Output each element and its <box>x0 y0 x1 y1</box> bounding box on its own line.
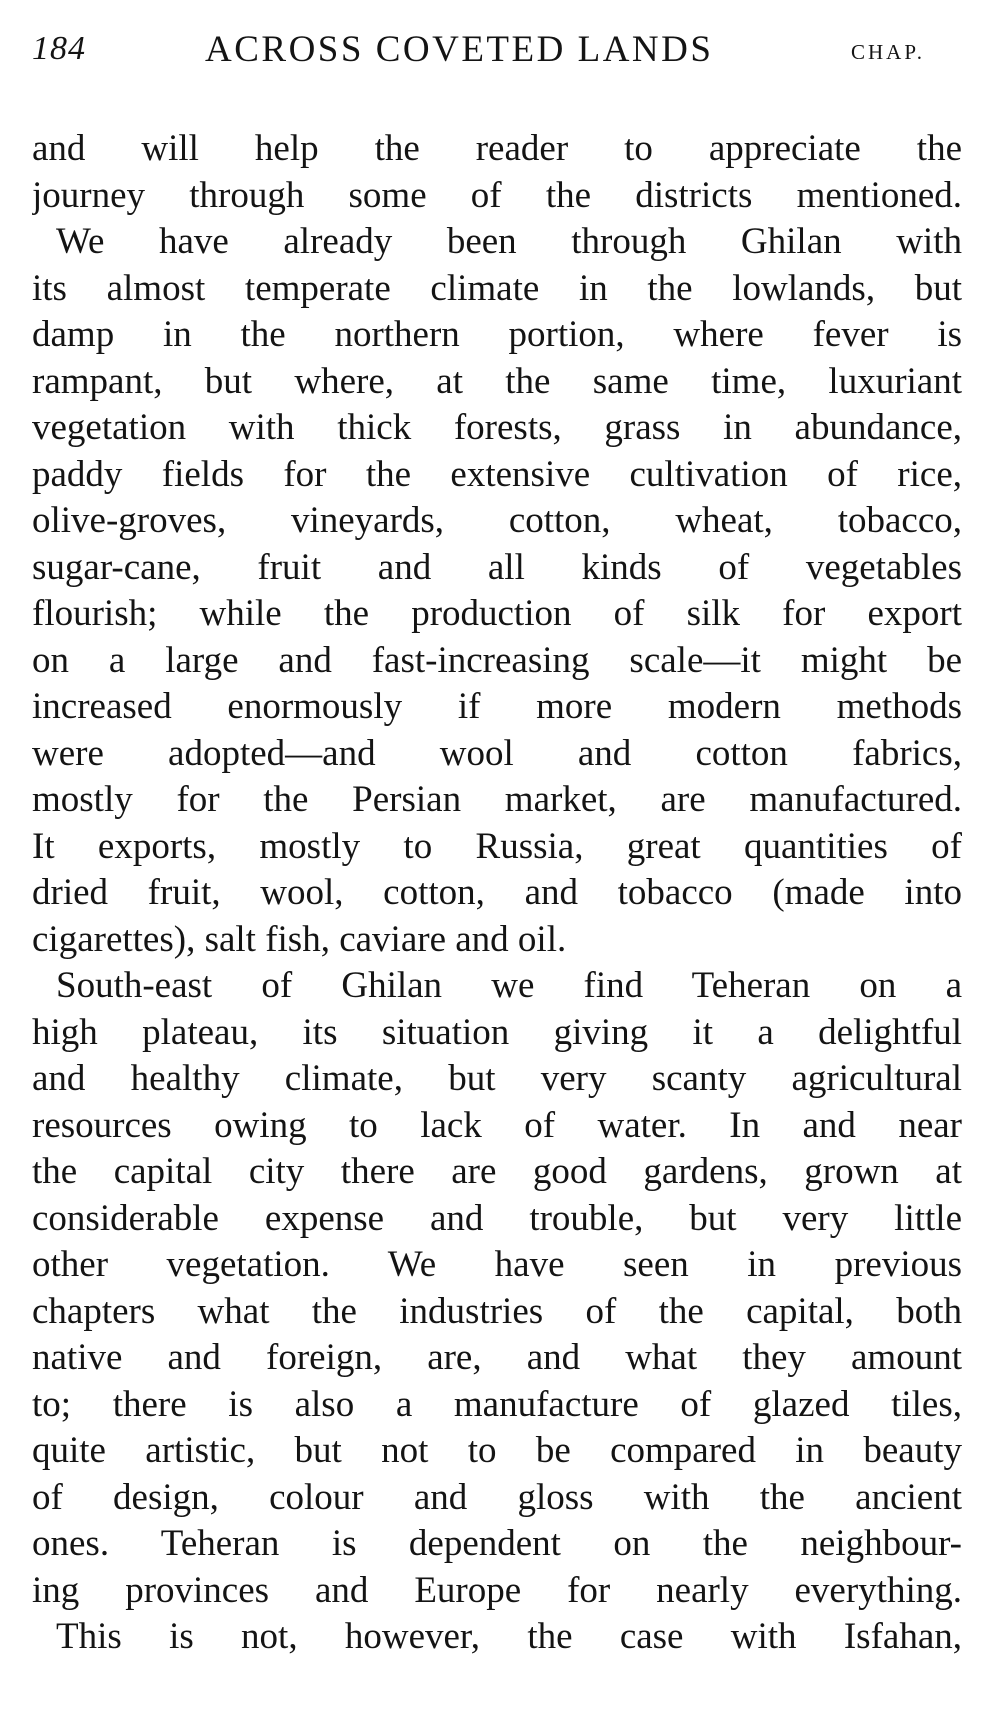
text-line: vegetation with thick forests, grass in abundance, <box>32 407 962 448</box>
running-title: ACROSS COVETED LANDS <box>205 29 714 70</box>
page-number: 184 <box>32 30 86 67</box>
chapter-label: CHAP. <box>851 40 925 64</box>
text-line: dried fruit, wool, cotton, and tobacco (made into <box>32 872 962 913</box>
text-line: of design, colour and gloss with the ancient <box>32 1476 962 1518</box>
text-line: ing provinces and Europe for nearly everything. <box>32 1569 962 1611</box>
text-line: increased enormously if more modern methods <box>32 686 962 727</box>
body-text <box>32 126 962 1661</box>
text-line: rampant, but where, at the same time, luxuriant <box>32 360 962 402</box>
text-line: and will help the reader to appreciate the <box>32 128 962 169</box>
text-line: quite artistic, but not to be compared in beauty <box>32 1430 962 1471</box>
text-line: the capital city there are good gardens, grown at <box>32 1151 962 1192</box>
text-line: its almost temperate climate in the lowlands, but <box>32 267 962 309</box>
text-line: This is not, however, the case with Isfahan, <box>56 1616 962 1657</box>
text-line: sugar-cane, fruit and all kinds of vegetables <box>32 546 962 588</box>
text-line: on a large and fast-increasing scale—it might be <box>32 639 962 681</box>
text-line: chapters what the industries of the capital, both <box>32 1290 962 1332</box>
text-line: other vegetation. We have seen in previous <box>32 1244 962 1285</box>
text-line: and healthy climate, but very scanty agricultural <box>32 1058 962 1099</box>
text-line: olive-groves, vineyards, cotton, wheat, tobacco, <box>32 500 962 541</box>
text-line: ones. Teheran is dependent on the neighbour- <box>32 1523 962 1564</box>
text-line: flourish; while the production of silk for export <box>32 593 962 634</box>
text-line: We have already been through Ghilan with <box>56 221 962 262</box>
text-line: native and foreign, are, and what they amount <box>32 1337 962 1378</box>
text-line: considerable expense and trouble, but very little <box>32 1197 962 1239</box>
text-line: South-east of Ghilan we find Teheran on a <box>56 965 962 1006</box>
text-line: were adopted—and wool and cotton fabrics, <box>32 732 962 774</box>
text-line: mostly for the Persian market, are manufactured. <box>32 779 962 820</box>
text-line: It exports, mostly to Russia, great quantities of <box>32 825 962 867</box>
text-line: paddy fields for the extensive cultivation of rice, <box>32 453 962 495</box>
text-line: damp in the northern portion, where fever is <box>32 314 962 355</box>
text-line: journey through some of the districts mentioned. <box>32 174 962 216</box>
text-line: resources owing to lack of water. In and near <box>32 1104 962 1146</box>
page-header <box>0 22 1000 82</box>
text-line: to; there is also a manufacture of glazed tiles, <box>32 1383 962 1425</box>
text-line: high plateau, its situation giving it a delightful <box>32 1011 962 1053</box>
text-line: cigarettes), salt fish, caviare and oil. <box>32 918 567 960</box>
